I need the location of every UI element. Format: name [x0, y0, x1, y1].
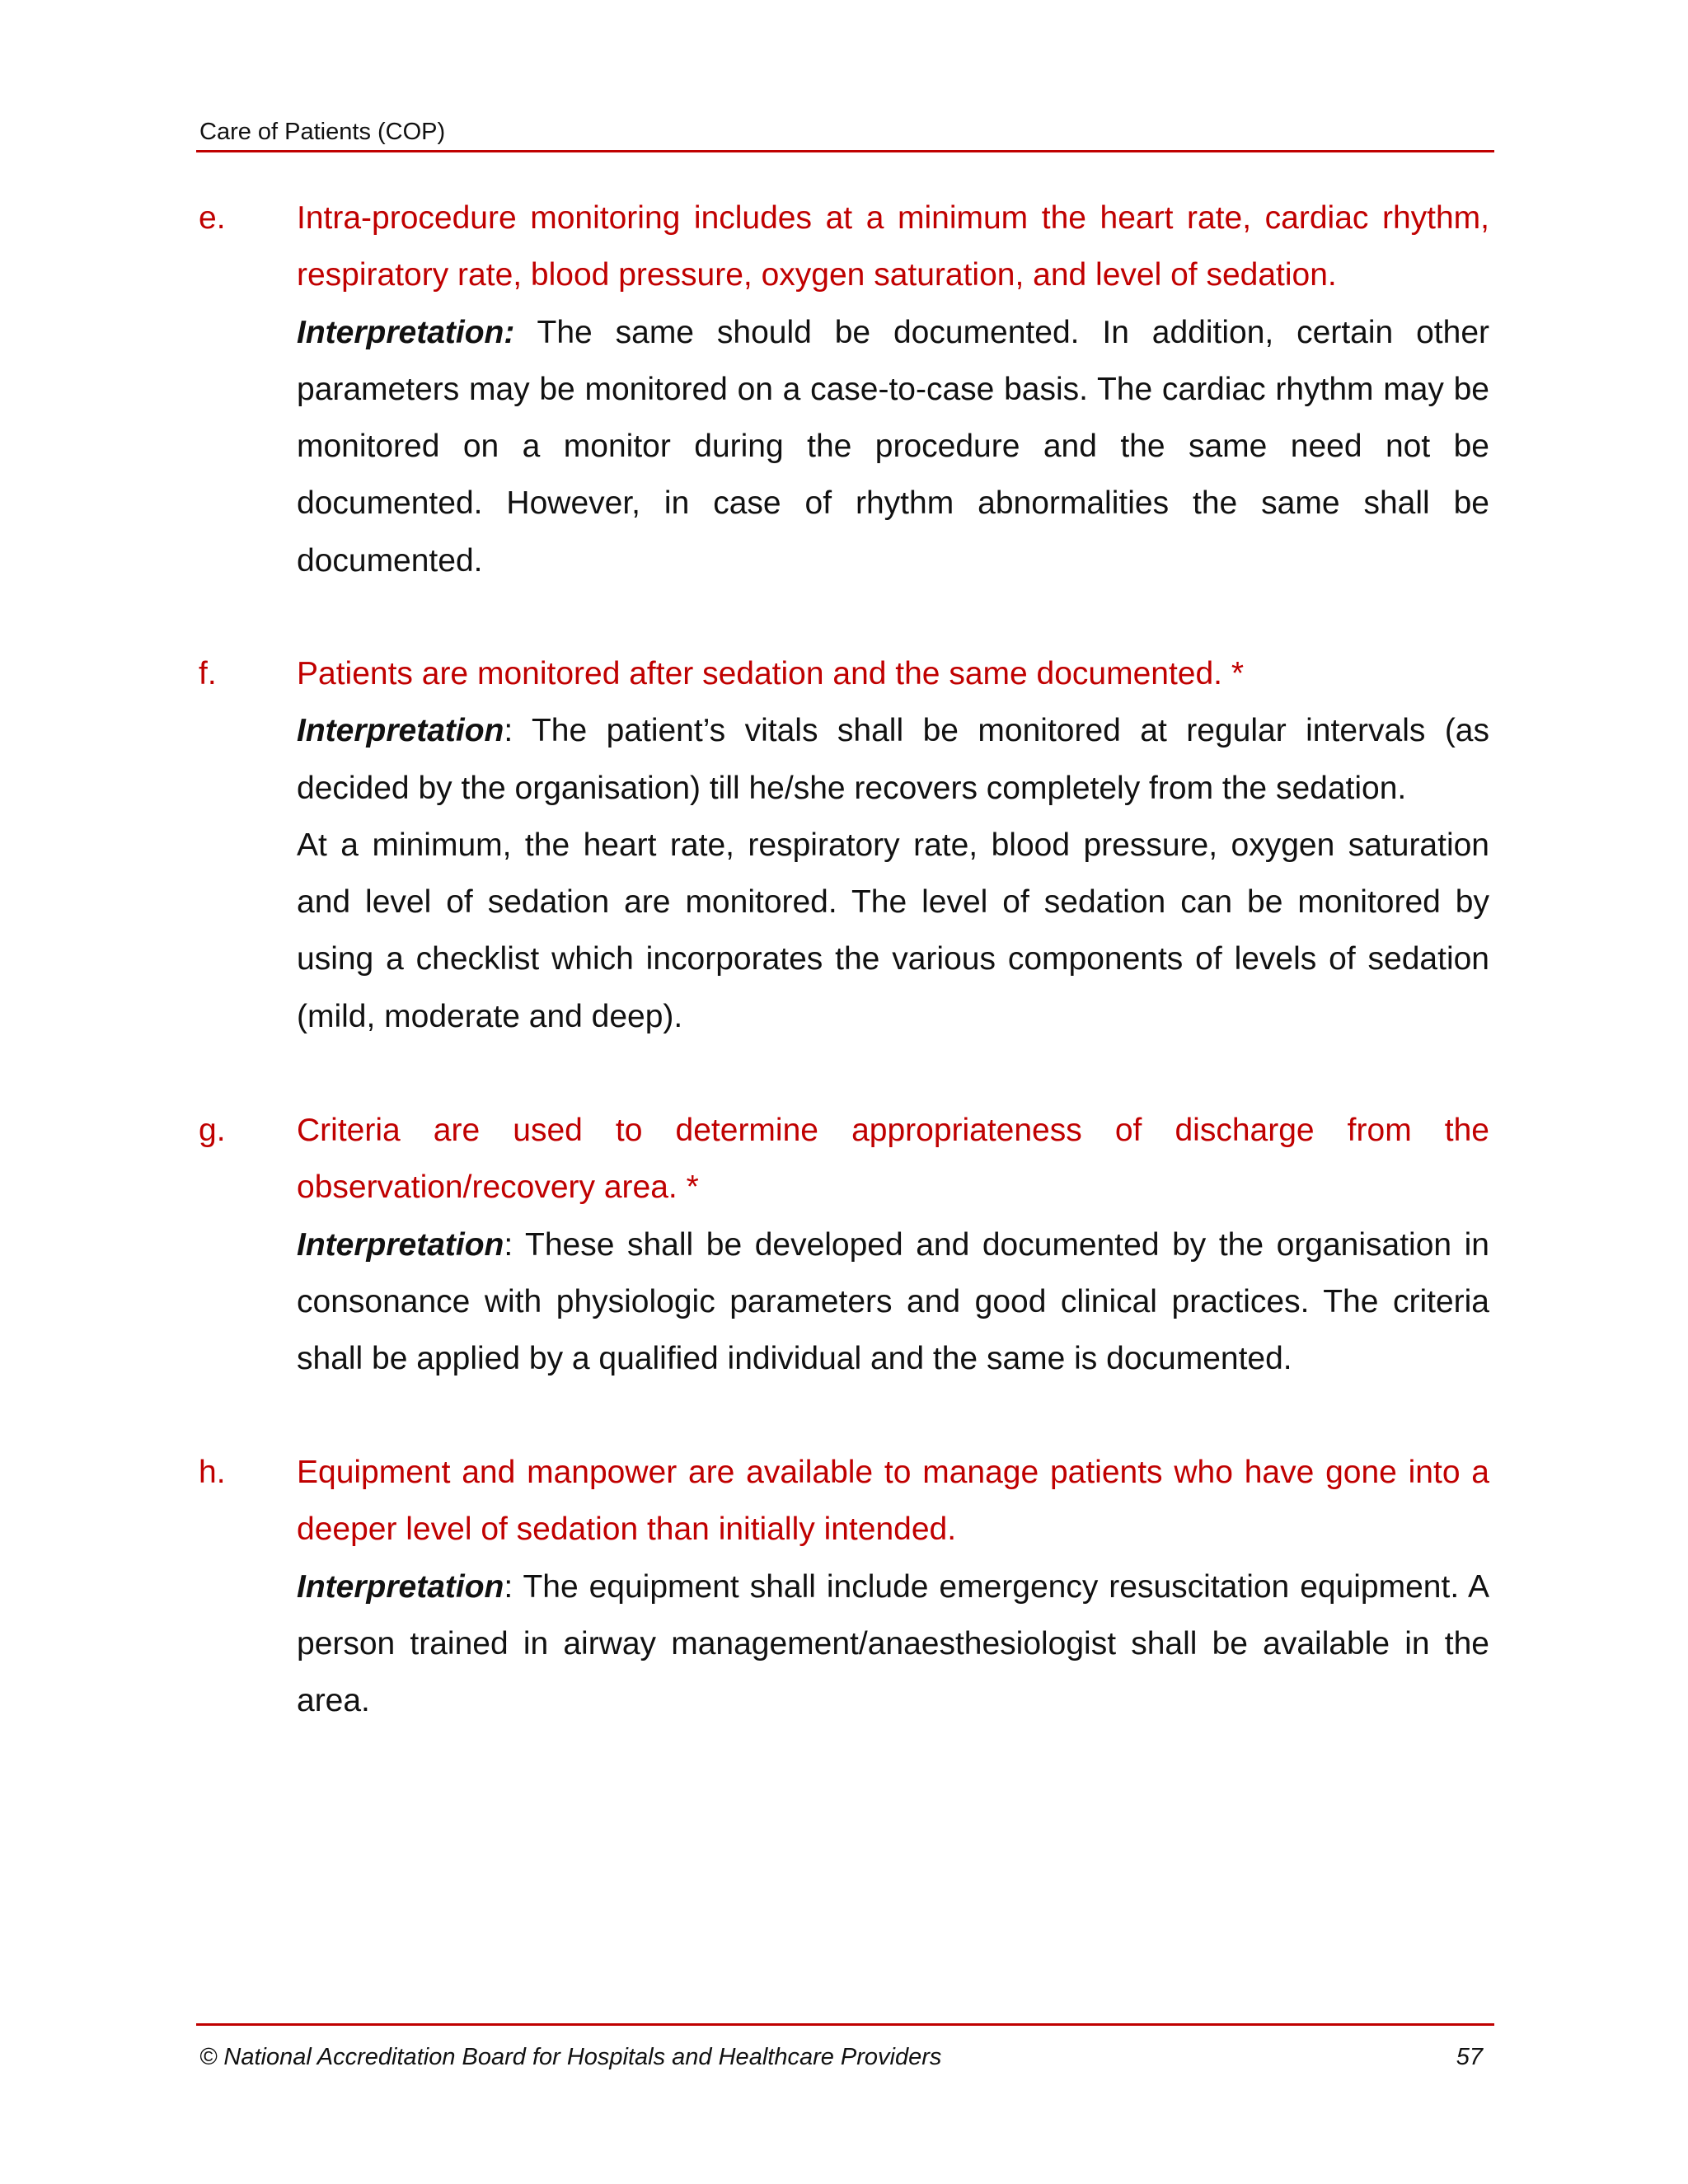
item-body [297, 190, 1489, 589]
interpretation-label: Interpretation [297, 1568, 504, 1605]
interpretation-paragraph [297, 702, 1489, 817]
standard-text: Intra-procedure monitoring includes at a minimum the heart rate, cardiac rhythm, respiratory rate, blood pressure, oxygen saturation, and level of sedation. [297, 200, 1489, 293]
interpretation-label: Interpretation: [297, 314, 515, 350]
interpretation-paragraph [297, 304, 1489, 589]
standard-text: Equipment and manpower are available to manage patients who have gone into a deeper level of sedation than initially intended. [297, 1455, 1489, 1548]
item-letter: h. [199, 1455, 226, 1490]
item-body [297, 1102, 1489, 1387]
interpretation-text: : The patient’s vitals shall be monitored at regular intervals (as decided by the organisation) till he/she recovers completely from the sedation. [297, 713, 1489, 806]
standard-text: Criteria are used to determine appropriateness of discharge from the observation/recovery area. * [297, 1113, 1489, 1206]
interpretation-text: : These shall be developed and documented by the organisation in consonance with physiologic parameters and good clinical practices. The criteria shall be applied by a qualified individual and the same is documented. [297, 1226, 1489, 1377]
interpretation-paragraph [297, 1558, 1489, 1730]
item-letter: g. [199, 1113, 226, 1148]
interpretation-text: The same should be documented. In addition, certain other parameters may be monitored on a case-to-case basis. The cardiac rhythm may be monitored on a monitor during the procedure and the same need not be documented. However, in case of rhythm abnormalities the same shall be documented. [297, 314, 1489, 579]
standard-text: Patients are monitored after sedation and the same documented. * [297, 656, 1245, 691]
interpretation-text: : The equipment shall include emergency resuscitation equipment. A person trained in airway management/anaesthesiologist shall be available in the area. [297, 1568, 1489, 1719]
item-body [297, 645, 1489, 1045]
interpretation-label: Interpretation [297, 1226, 504, 1263]
interpretation-paragraph [297, 1216, 1489, 1388]
item-body [297, 1444, 1489, 1729]
footer-copyright: © National Accreditation Board for Hospitals and Healthcare Providers [199, 2044, 942, 2070]
page-header [196, 115, 1494, 152]
item-letter: f. [199, 656, 217, 691]
page-number: 57 [1456, 2044, 1483, 2070]
interpretation-label: Interpretation [297, 713, 504, 749]
page-footer [196, 2023, 1494, 2070]
interpretation-extra: At a minimum, the heart rate, respiratory rate, blood pressure, oxygen saturation and level of sedation are monitored. The level of sedation can be monitored by using a checklist which incorporates the various components of levels of sedation (mild, moderate and deep). [297, 827, 1489, 1034]
item-letter: e. [199, 200, 226, 236]
header-title: Care of Patients (COP) [199, 119, 446, 145]
